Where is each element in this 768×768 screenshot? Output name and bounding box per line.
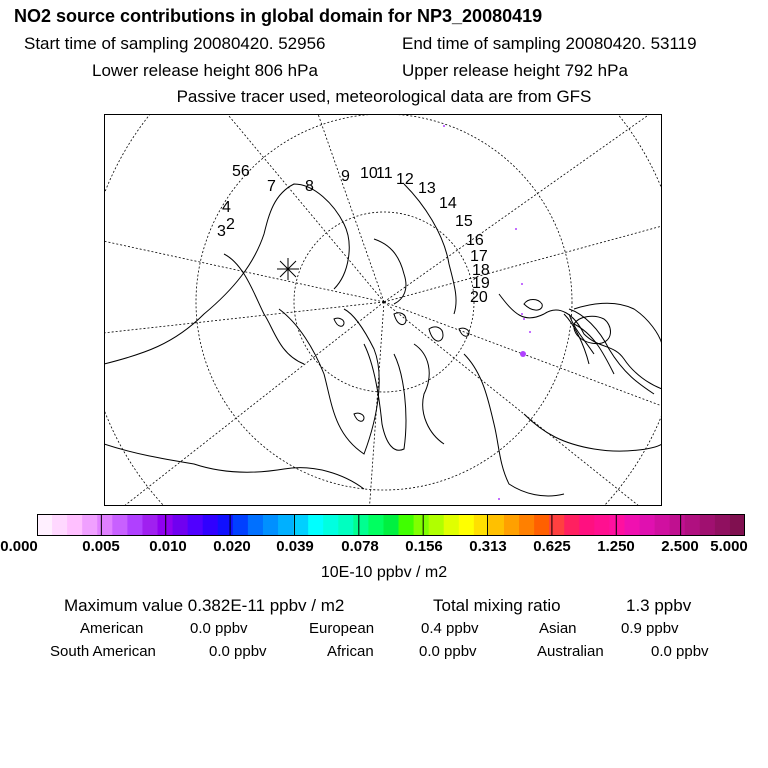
tick-label: 2.500 xyxy=(661,538,699,555)
colorbar-swatch xyxy=(459,514,475,536)
colorbar xyxy=(37,514,745,536)
colorbar-swatch xyxy=(248,514,264,536)
colorbar-swatch xyxy=(579,514,595,536)
traj-label-12: 12 xyxy=(396,171,414,188)
tick-label: 0.020 xyxy=(213,538,251,555)
traj-label-9: 9 xyxy=(341,168,350,185)
colorbar-swatch xyxy=(670,514,686,536)
traj-label-10: 10 xyxy=(360,165,378,182)
region-name: Asian xyxy=(539,620,577,637)
colorbar-swatch xyxy=(383,514,399,536)
lower-release-value: 806 hPa xyxy=(254,61,318,80)
colorbar-swatch xyxy=(429,514,445,536)
colorbar-swatch xyxy=(685,514,701,536)
tick-label: 0.000 xyxy=(0,538,38,555)
traj-label-4: 4 xyxy=(222,199,231,216)
colorbar-swatch xyxy=(624,514,640,536)
tick-label: 0.010 xyxy=(149,538,187,555)
region-value: 0.9 ppbv xyxy=(621,620,679,637)
tick-label: 1.250 xyxy=(597,538,635,555)
colorbar-swatch xyxy=(323,514,339,536)
traj-label-18: 18 xyxy=(472,262,490,279)
colorbar-swatch xyxy=(52,514,68,536)
colorbar-swatch xyxy=(700,514,716,536)
upper-release-label: Upper release height xyxy=(402,61,560,80)
colorbar-swatch xyxy=(594,514,610,536)
colorbar-swatch xyxy=(203,514,219,536)
colorbar-swatch xyxy=(609,514,625,536)
traj-label-7: 7 xyxy=(267,178,276,195)
colorbar-swatch xyxy=(127,514,143,536)
end-time xyxy=(402,34,697,54)
colorbar-swatch xyxy=(188,514,204,536)
colorbar-swatch xyxy=(278,514,294,536)
region-name: South American xyxy=(50,643,156,660)
colorbar-swatch xyxy=(715,514,731,536)
start-time xyxy=(24,34,326,54)
colorbar-swatch xyxy=(534,514,550,536)
colorbar-swatch xyxy=(640,514,656,536)
max-value-label: Maximum value xyxy=(64,596,184,615)
colorbar-swatch xyxy=(504,514,520,536)
colorbar-swatch xyxy=(399,514,415,536)
colorbar-swatch xyxy=(233,514,249,536)
end-time-value: 20080420. 53119 xyxy=(565,34,697,53)
max-value-number: 0.382E-11 ppbv / m2 xyxy=(187,596,345,615)
tick-label: 0.156 xyxy=(405,538,443,555)
asterisk-marker xyxy=(277,258,299,280)
traj-label-8: 8 xyxy=(305,178,314,195)
colorbar-swatch xyxy=(730,514,745,536)
upper-release-value: 792 hPa xyxy=(564,61,628,80)
colorbar-swatch xyxy=(173,514,189,536)
start-time-value: 20080420. 52956 xyxy=(193,34,326,53)
map-title: NO2 source contributions in global domain for NP3_20080419 xyxy=(14,6,543,26)
traj-label-2: 2 xyxy=(226,216,235,233)
tick-label: 5.000 xyxy=(710,538,748,555)
region-name: American xyxy=(80,620,144,637)
traj-label-20: 20 xyxy=(470,289,488,306)
colorbar-swatch xyxy=(293,514,309,536)
colorbar-swatch xyxy=(142,514,158,536)
colorbar-swatch xyxy=(353,514,369,536)
tick-label: 0.039 xyxy=(276,538,314,555)
traj-label-3: 3 xyxy=(217,223,226,240)
region-value: 0.0 ppbv xyxy=(419,643,477,660)
colorbar-swatch xyxy=(564,514,580,536)
colorbar-swatch xyxy=(218,514,234,536)
colorbar-swatch xyxy=(414,514,430,536)
tick-label: 0.005 xyxy=(82,538,120,555)
colorbar-swatch xyxy=(263,514,279,536)
tick-label: 0.625 xyxy=(533,538,571,555)
traj-label-11: 11 xyxy=(376,165,393,182)
traj-label-13: 13 xyxy=(418,180,436,197)
traj-label-14: 14 xyxy=(439,195,457,212)
colorbar-swatch xyxy=(444,514,460,536)
colorbar-swatch xyxy=(308,514,324,536)
region-name: European xyxy=(309,620,375,637)
traj-label-56: 56 xyxy=(232,163,250,180)
colorbar-swatch xyxy=(37,514,53,536)
upper-release-height xyxy=(402,61,628,81)
colorbar-swatch xyxy=(82,514,98,536)
lower-release-label: Lower release height xyxy=(92,61,250,80)
colorbar-swatch xyxy=(489,514,505,536)
region-name: African xyxy=(327,643,374,660)
colorbar-swatch xyxy=(67,514,83,536)
traj-label-16: 16 xyxy=(466,232,484,249)
colorbar-swatch xyxy=(655,514,671,536)
total-mixing-ratio-value: 1.3 ppbv xyxy=(626,596,692,615)
colorbar-units: 10E-10 ppbv / m2 xyxy=(320,564,448,581)
tick-label: 0.313 xyxy=(469,538,507,555)
tick-label: 0.078 xyxy=(341,538,379,555)
region-value: 0.4 ppbv xyxy=(421,620,479,637)
region-value: 0.0 ppbv xyxy=(209,643,267,660)
colorbar-swatch xyxy=(368,514,384,536)
traj-label-17: 17 xyxy=(470,248,488,265)
end-time-label: End time of sampling xyxy=(402,34,561,53)
colorbar-swatch xyxy=(338,514,354,536)
total-mixing-ratio-label: Total mixing ratio xyxy=(433,596,561,615)
region-name: Australian xyxy=(537,643,604,660)
lower-release-height xyxy=(92,61,318,81)
tracer-note: Passive tracer used, meteorological data are from GFS xyxy=(176,87,592,106)
region-value: 0.0 ppbv xyxy=(651,643,709,660)
colorbar-swatch xyxy=(519,514,535,536)
region-value: 0.0 ppbv xyxy=(190,620,248,637)
traj-label-15: 15 xyxy=(455,213,473,230)
traj-label-19: 19 xyxy=(472,275,490,292)
start-time-label: Start time of sampling xyxy=(24,34,189,53)
max-value xyxy=(64,596,344,616)
colorbar-swatch xyxy=(97,514,113,536)
polar-map xyxy=(104,114,662,506)
colorbar-swatch xyxy=(112,514,128,536)
